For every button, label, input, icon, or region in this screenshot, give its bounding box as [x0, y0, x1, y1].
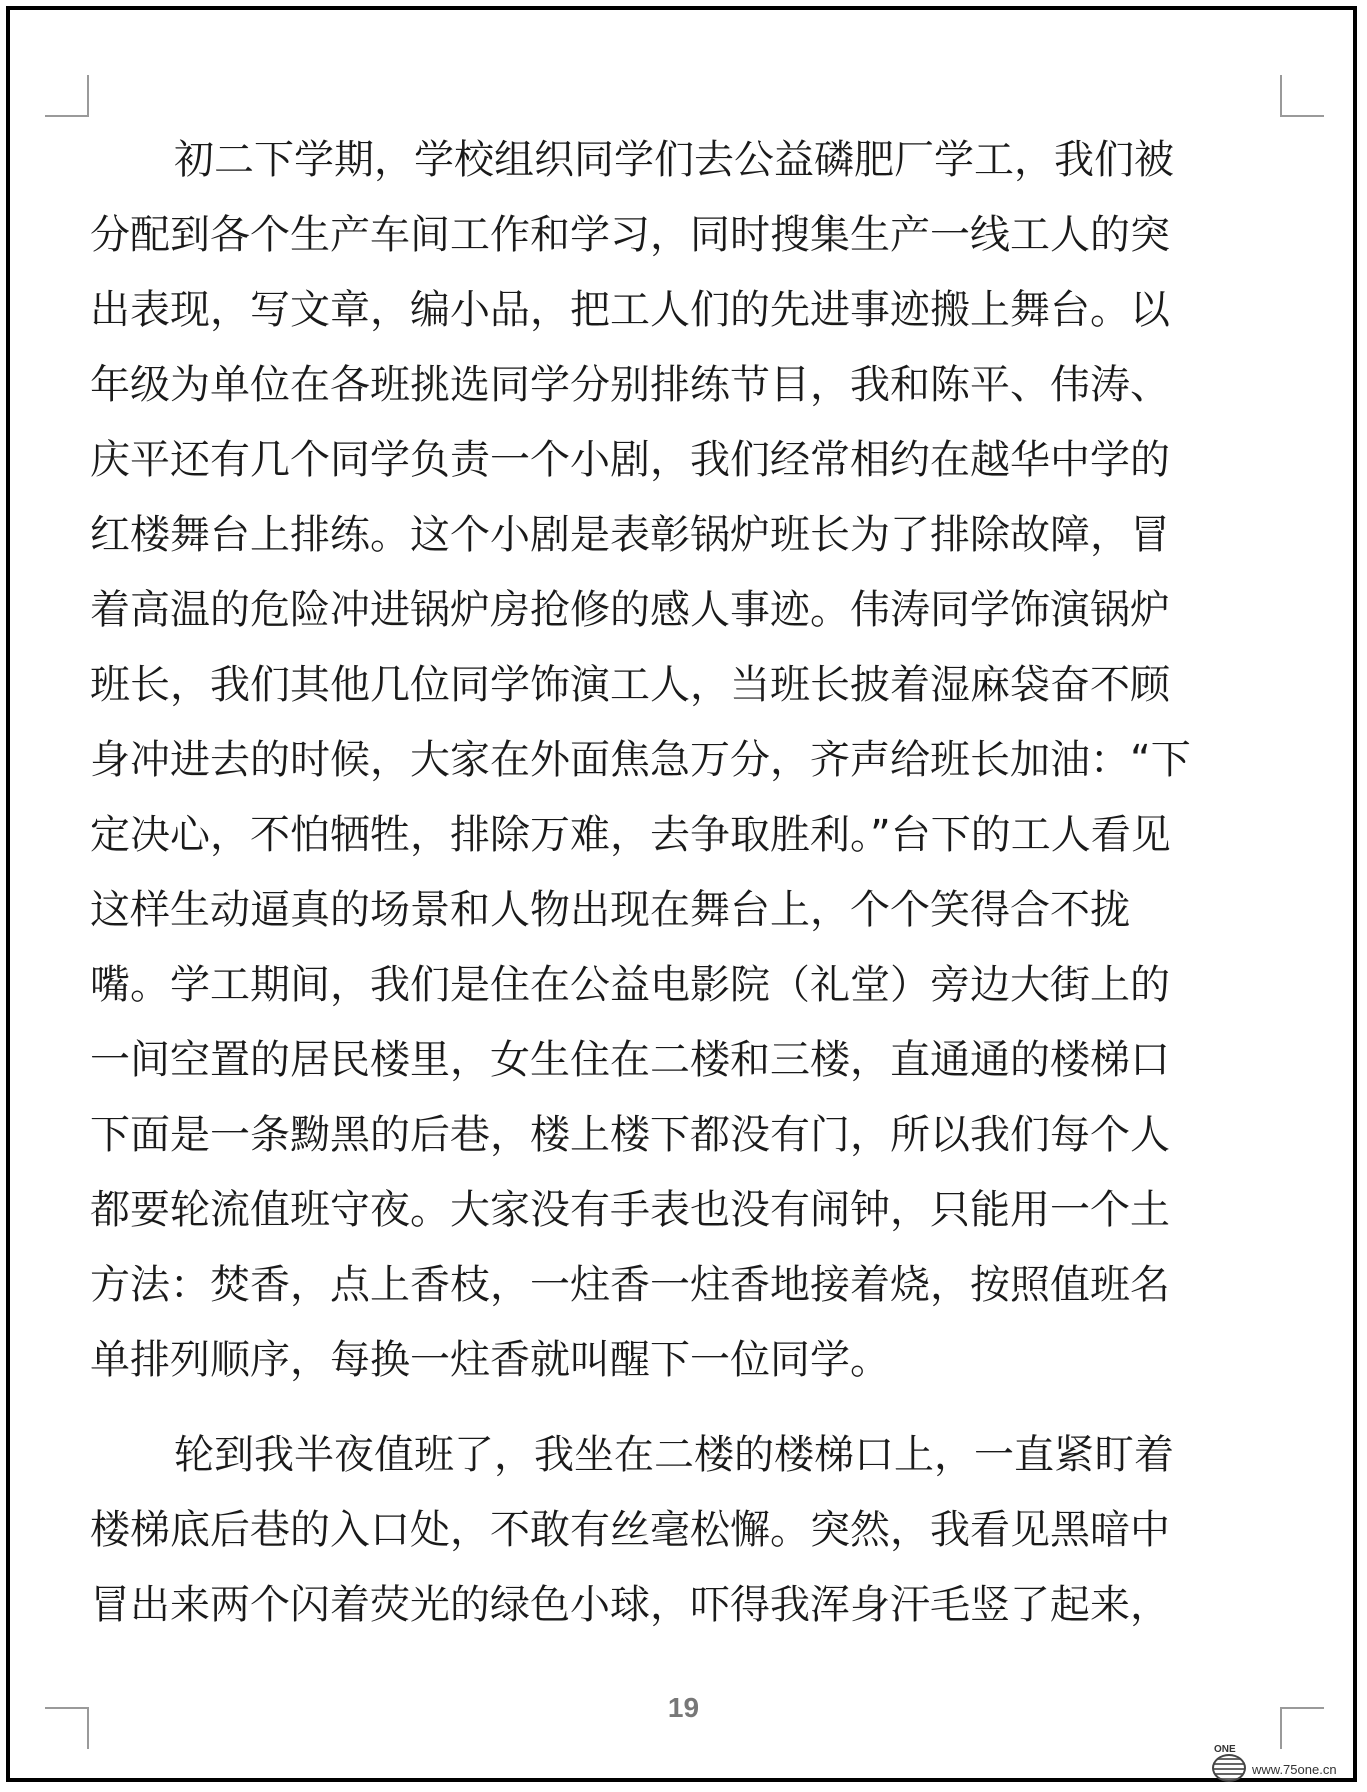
text-line: 都要轮流值班守夜。大家没有手表也没有闹钟，只能用一个土 — [90, 1187, 1170, 1233]
text-line: 着高温的危险冲进锅炉房抢修的感人事迹。伟涛同学饰演锅炉 — [90, 587, 1170, 633]
text-line: 方法：焚香，点上香枝，一炷香一炷香地接着烧，按照值班名 — [90, 1262, 1170, 1308]
text-line: 身冲进去的时候，大家在外面焦急万分，齐声给班长加油：“下 — [90, 737, 1191, 783]
text-line: 冒出来两个闪着荧光的绿色小球，吓得我浑身汗毛竖了起来， — [90, 1582, 1170, 1628]
text-line: 年级为单位在各班挑选同学分别排练节目，我和陈平、伟涛、 — [90, 362, 1170, 408]
text-line: 嘴。学工期间，我们是住在公益电影院（礼堂）旁边大街上的 — [90, 962, 1170, 1008]
globe-icon — [1212, 1754, 1246, 1782]
watermark-logo — [1200, 1744, 1360, 1784]
text-line: 初二下学期，学校组织同学们去公益磷肥厂学工，我们被 — [174, 137, 1174, 183]
text-line: 出表现，写文章，编小品，把工人们的先进事迹搬上舞台。以 — [90, 287, 1170, 333]
text-line: 这样生动逼真的场景和人物出现在舞台上，个个笑得合不拢 — [90, 887, 1130, 933]
text-line: 楼梯底后巷的入口处，不敢有丝毫松懈。突然，我看见黑暗中 — [90, 1507, 1170, 1553]
text-line: 一间空置的居民楼里，女生住在二楼和三楼，直通通的楼梯口 — [90, 1037, 1170, 1083]
text-line: 红楼舞台上排练。这个小剧是表彰锅炉班长为了排除故障，冒 — [90, 512, 1170, 558]
text-line: 轮到我半夜值班了，我坐在二楼的楼梯口上，一直紧盯着 — [174, 1432, 1174, 1478]
watermark-site: www.75one.cn — [1252, 1762, 1337, 1777]
text-line: 定决心，不怕牺牲，排除万难，去争取胜利。”台下的工人看见 — [90, 812, 1171, 858]
text-line: 下面是一条黝黑的后巷，楼上楼下都没有门，所以我们每个人 — [90, 1112, 1170, 1158]
text-line: 单排列顺序，每换一炷香就叫醒下一位同学。 — [90, 1337, 890, 1383]
page-number: 19 — [667, 1692, 700, 1723]
text-line: 班长，我们其他几位同学饰演工人，当班长披着湿麻袋奋不顾 — [90, 662, 1170, 708]
watermark-logo-text: ONE — [1214, 1744, 1236, 1755]
text-line: 庆平还有几个同学负责一个小剧，我们经常相约在越华中学的 — [90, 437, 1170, 483]
text-line: 分配到各个生产车间工作和学习，同时搜集生产一线工人的突 — [90, 212, 1170, 258]
